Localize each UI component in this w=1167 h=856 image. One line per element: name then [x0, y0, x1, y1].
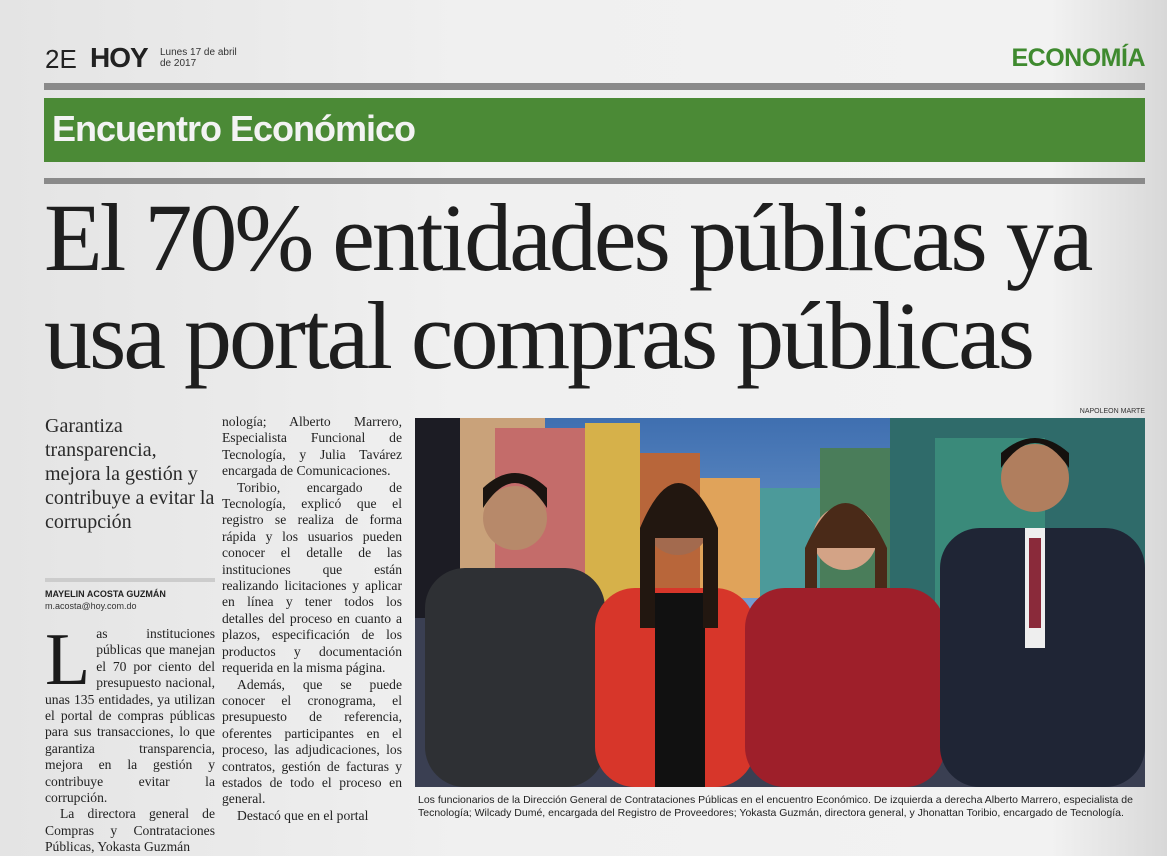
newspaper-logo: HOY: [90, 42, 148, 73]
paragraph: as instituciones públicas que manejan el 70 por ciento del presupuesto nacional, unas 135 entidades, ya utilizan el portal de compras públicas para sus transacciones, lo que garantiza transparencia, mejora en la gestión y contribuye evitar la corrupción.: [45, 626, 215, 806]
article-column-1: [45, 619, 215, 856]
article-column-2: [222, 414, 402, 824]
paragraph: Además, que se puede conocer el cronograma, el presupuesto de referencia, oferentes participantes en el proceso, las adjudicaciones, los contratos, gestión de facturas y estados de todo el proceso en general.: [222, 676, 402, 807]
paragraph: nología; Alberto Marrero, Especialista Funcional de Tecnología, y Julia Tavárez encargada de Comunicaciones.: [222, 414, 402, 479]
byline-email[interactable]: m.acosta@hoy.com.do: [45, 601, 137, 611]
band-title: Encuentro Económico: [52, 108, 416, 149]
page-number: 2E: [45, 44, 77, 74]
section-band: [44, 98, 1145, 162]
paragraph: Toribio, encargado de Tecnología, explicó que el registro se realiza de forma rápida y los usuarios pueden conocer el detalle de las instituciones que están realizando licitaciones y aplicar en línea y tener todos los detalles del proceso en cuanto a plazos, especificación de los productos y documentación requerida en la misma página.: [222, 479, 402, 676]
drop-cap: L: [45, 619, 91, 701]
byline-rule: [45, 578, 215, 582]
article-photo: [415, 418, 1145, 787]
paragraph: La directora general de Compras y Contrataciones Públicas, Yokasta Guzmán: [45, 806, 215, 855]
section-name: ECONOMÍA: [1011, 44, 1145, 72]
paragraph: Destacó que en el portal: [237, 807, 369, 823]
byline-author: MAYELIN ACOSTA GUZMÁN: [45, 589, 166, 599]
headline-line-1: El 70% entidades públicas ya: [44, 184, 1091, 291]
deck: Garantiza transparencia, mejora la gestión y contribuye a evitar la corrupción: [45, 415, 215, 533]
photo-credit: NAPOLEON MARTE: [1079, 408, 1145, 415]
photo-caption: Los funcionarios de la Dirección General de Contrataciones Públicas en el encuentro Económico. De izquierda a derecha Alberto Marrero, especialista de Tecnología; Wilcady Dumé, encargada del Registro de Proveedores; Yokasta Guzmán, directora general, y Jhonattan Toribio, encargado de Tecnología.: [418, 794, 1133, 819]
headline-line-2: usa portal compras públicas: [44, 282, 1033, 389]
issue-date: Lunes 17 de abril de 2017: [160, 47, 237, 69]
top-rule: [44, 83, 1145, 90]
group-photo-image: [415, 418, 1145, 787]
